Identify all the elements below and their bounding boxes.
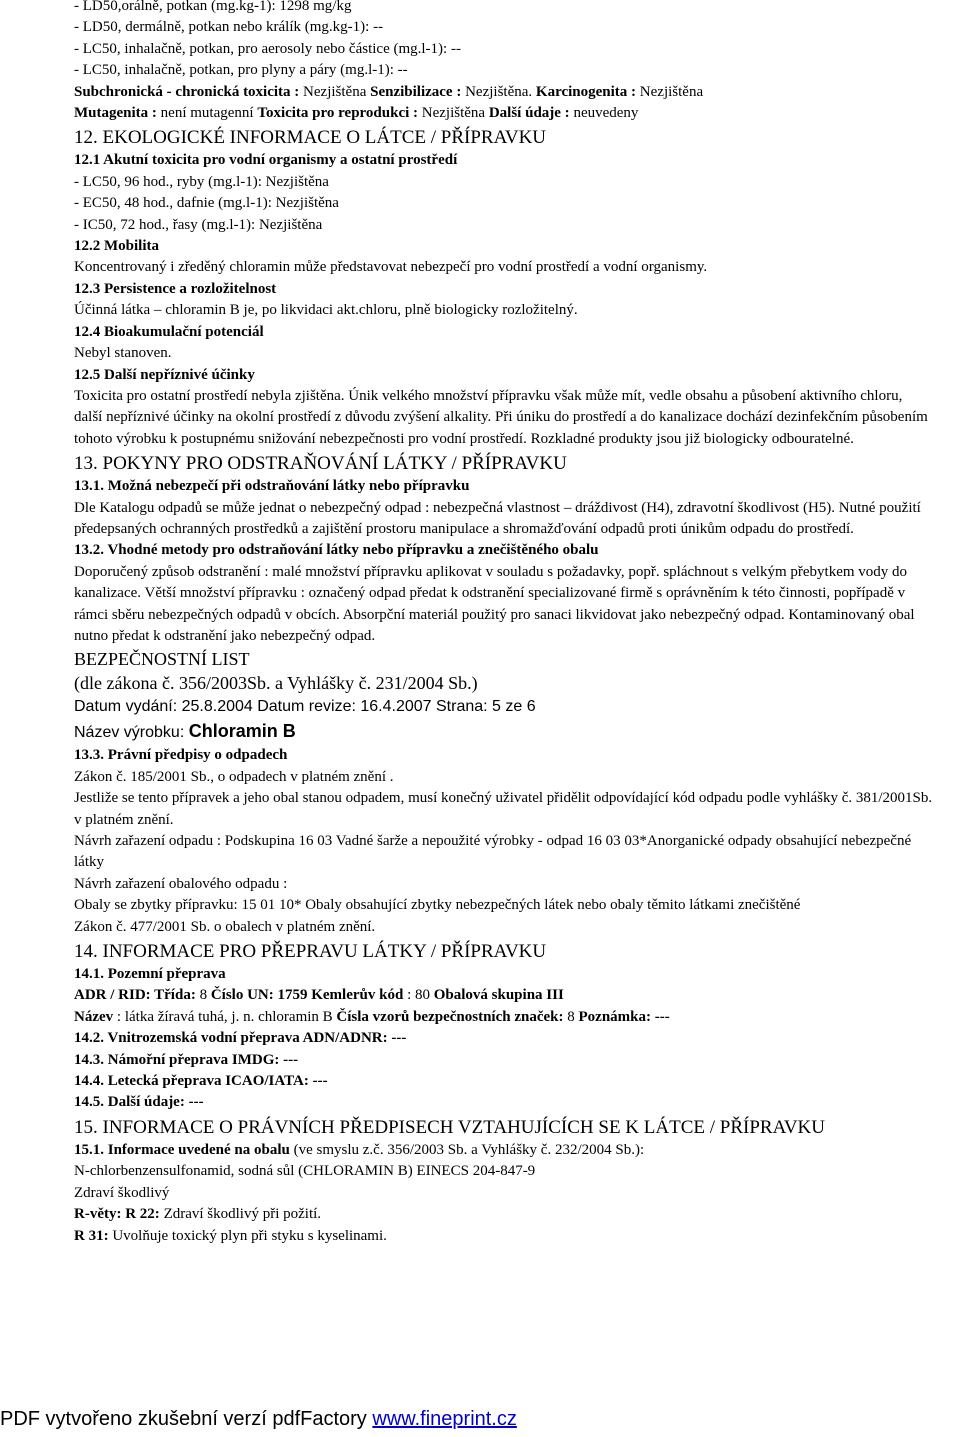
- section-14-5-heading: 14.5. Další údaje: ---: [74, 1094, 204, 1111]
- lc50-fish-line: - LC50, 96 hod., ryby (mg.l-1): Nezjištěna: [74, 173, 329, 190]
- disposal-methods-text: Doporučený způsob odstranění : malé množství přípravku aplikovat v souladu s požadavky, popř. spláchnout s velkým přebytkem vody do kanalizace. Větší množství přípravku : označený odpad předat k odstranění specializované firmě s oprávněním k této činnosti, popřípadě v rámci sběru nebezpečných odpadů v obcích. Absorpční materiál použitý pro sanaci likvidovat jako nebezpečný odpad. Kontaminovaný obal nutno předat k odstranění jako nebezpečný odpad.: [74, 563, 915, 644]
- bioaccumulation-text: Nebyl stanoven.: [74, 345, 172, 362]
- sds-title: BEZPEČNOSTNÍ LIST: [74, 649, 250, 670]
- section-12-4-heading: 12.4 Bioakumulační potenciál: [74, 323, 264, 340]
- sensitization-value: Nezjištěna.: [465, 83, 533, 100]
- r22-label: R-věty: R 22:: [74, 1206, 160, 1223]
- mutagenicity-value: není mutagenní: [160, 105, 254, 122]
- section-13-heading: 13. POKYNY PRO ODSTRAŇOVÁNÍ LÁTKY / PŘÍPRAVKU: [74, 453, 567, 475]
- sds-law-reference: (dle zákona č. 356/2003Sb. a Vyhlášky č. 231/2004 Sb.): [74, 673, 478, 694]
- section-12-1-heading: 12.1 Akutní toxicita pro vodní organismy a ostatní prostředí: [74, 152, 458, 169]
- r31-line: [74, 1226, 934, 1247]
- mutagenicity-label: Mutagenita :: [74, 105, 157, 122]
- waste-law-line: Zákon č. 185/2001 Sb., o odpadech v platném znění .: [74, 768, 394, 785]
- packaging-waste-text: Obaly se zbytky přípravku: 15 01 10* Obaly obsahující zbytky nebezpečných látek nebo obaly těmito látkami znečištěné: [74, 897, 801, 914]
- carcinogenicity-label: Karcinogenita :: [535, 83, 637, 100]
- footer-link[interactable]: www.fineprint.cz: [372, 1408, 517, 1430]
- section-13-2-heading: 13.2. Vhodné metody pro odstraňování látky nebo přípravku a znečištěného obalu: [74, 542, 599, 559]
- product-line: [74, 719, 934, 745]
- section-12-heading: 12. EKOLOGICKÉ INFORMACE O LÁTCE / PŘÍPRAVKU: [74, 127, 547, 149]
- other-data-label: Další údaje :: [488, 105, 570, 122]
- document-page: [74, 0, 934, 1247]
- lc50-aerosol-line: - LC50, inhalačně, potkan, pro aerosoly nebo částice (mg.l-1): --: [74, 40, 461, 57]
- safety-sign-label: Čísla vzorů bezpečnostních značek:: [336, 1008, 564, 1025]
- adr-label: ADR / RID: Třída:: [74, 987, 196, 1004]
- packing-group: Obalová skupina III: [433, 987, 564, 1004]
- section-15-1-heading: 15.1. Informace uvedené na obalu: [74, 1141, 290, 1158]
- transport-note: Poznámka: ---: [578, 1008, 670, 1025]
- toxicity-summary-line: [74, 82, 934, 103]
- r31-value: Uvolňuje toxický plyn při styku s kyselinami.: [112, 1227, 387, 1244]
- waste-code-text: Jestliže se tento přípravek a jeho obal stanou odpadem, musí konečný uživatel přidělit odpovídající kód odpadu podle vyhlášky č. 381/2001Sb. v platném znění.: [74, 790, 933, 828]
- ld50-dermal-line: - LD50, dermálně, potkan nebo králík (mg.kg-1): --: [74, 19, 384, 36]
- adr-line: [74, 985, 934, 1006]
- section-15-1-line: [74, 1140, 934, 1161]
- persistence-text: Účinná látka – chloramin B je, po likvidaci akt.chloru, plně biologicky rozložitelný.: [74, 302, 578, 319]
- kemler-value: : 80: [407, 987, 430, 1004]
- transport-name-line: [74, 1007, 934, 1028]
- section-15-1-reference: (ve smyslu z.č. 356/2003 Sb. a Vyhlášky č. 232/2004 Sb.):: [293, 1141, 645, 1158]
- pdf-footer: [0, 1404, 960, 1434]
- ld50-oral-line: - LD50,orálně, potkan (mg.kg-1): 1298 mg/kg: [74, 0, 352, 14]
- section-13-1-heading: 13.1. Možná nebezpečí při odstraňování látky nebo přípravku: [74, 478, 470, 495]
- section-12-5-heading: 12.5 Další nepříznivé účinky: [74, 366, 255, 383]
- safety-sign-value: 8: [567, 1008, 575, 1025]
- carcinogenicity-value: Nezjištěna: [639, 83, 704, 100]
- reproduction-value: Nezjištěna: [421, 105, 486, 122]
- subchronic-value: Nezjištěna: [303, 83, 367, 100]
- un-label: Číslo UN: 1759 Kemlerův kód: [210, 987, 404, 1004]
- reproduction-label: Toxicita pro reprodukci :: [257, 105, 419, 122]
- adverse-effects-text: Toxicita pro ostatní prostředí nebyla zjištěna. Únik velkého množství přípravku však může mít, vedle obsahu a působení aktivního chloru, další nepříznivé účinky na okolní prostředí z důvodu zvýšení alkality. Při úniku do prostředí a do kanalizace dochází dezinfekčním působením tohoto výrobku k postupnému snižování nebezpečnosti pro vodní prostředí. Rozkladné produkty jsou již biologicky odbouratelné.: [74, 387, 928, 447]
- transport-name-label: Název: [74, 1008, 114, 1025]
- packaging-waste-label: Návrh zařazení obalového odpadu :: [74, 875, 288, 892]
- waste-classification-text: Návrh zařazení odpadu : Podskupina 16 03 Vadné šarže a nepoužité výrobky - odpad 16 03 03*Anorganické odpady obsahující nebezpečné látky: [74, 833, 912, 871]
- lc50-gas-line: - LC50, inhalačně, potkan, pro plyny a páry (mg.l-1): --: [74, 62, 408, 79]
- r31-label: R 31:: [74, 1227, 109, 1244]
- r22-line: [74, 1204, 934, 1225]
- disposal-hazards-text: Dle Katalogu odpadů se může jednat o nebezpečný odpad : nebezpečná vlastnost – dráždivost (H4), zdravotní škodlivost (H5). Nutné použití předepsaných ochranných prostředků a zajištění prostoru manipulace a shromažďování odpadů proti únikům odpadu do prostředí.: [74, 499, 921, 537]
- section-14-heading: 14. INFORMACE PRO PŘEPRAVU LÁTKY / PŘÍPRAVKU: [74, 941, 547, 963]
- section-14-3-heading: 14.3. Námořní přeprava IMDG: ---: [74, 1051, 299, 1068]
- mobility-text: Koncentrovaný i zředěný chloramin může představovat nebezpečí pro vodní prostředí a vodní organismy.: [74, 259, 708, 276]
- product-name: Chloramin B: [188, 721, 296, 742]
- sensitization-label: Senzibilizace :: [370, 83, 462, 100]
- section-14-2-heading: 14.2. Vnitrozemská vodní přeprava ADN/ADNR: ---: [74, 1030, 407, 1047]
- subchronic-label: Subchronická - chronická toxicita :: [74, 83, 300, 100]
- ec50-daphnia-line: - EC50, 48 hod., dafnie (mg.l-1): Nezjištěna: [74, 195, 339, 212]
- section-12-2-heading: 12.2 Mobilita: [74, 238, 159, 255]
- mutagenicity-line: [74, 103, 934, 124]
- packaging-law-line: Zákon č. 477/2001 Sb. o obalech v platném znění.: [74, 918, 376, 935]
- ic50-algae-line: - IC50, 72 hod., řasy (mg.l-1): Nezjištěna: [74, 216, 323, 233]
- section-13-3-heading: 13.3. Právní předpisy o odpadech: [74, 747, 288, 764]
- section-14-4-heading: 14.4. Letecká přeprava ICAO/IATA: ---: [74, 1073, 328, 1090]
- product-label: Název výrobku:: [74, 724, 185, 742]
- section-15-heading: 15. INFORMACE O PRÁVNÍCH PŘEDPISECH VZTAHUJÍCÍCH SE K LÁTCE / PŘÍPRAVKU: [74, 1116, 826, 1138]
- section-14-1-heading: 14.1. Pozemní přeprava: [74, 966, 226, 983]
- hazard-class-line: Zdraví škodlivý: [74, 1184, 170, 1201]
- r22-value: Zdraví škodlivý při požití.: [163, 1206, 322, 1223]
- other-data-value: neuvedeny: [573, 105, 639, 122]
- section-12-3-heading: 12.3 Persistence a rozložitelnost: [74, 280, 277, 297]
- footer-text: PDF vytvořeno zkušební verzí pdfFactory: [0, 1408, 367, 1430]
- substance-line: N-chlorbenzensulfonamid, sodná sůl (CHLORAMIN B) EINECS 204-847-9: [74, 1163, 536, 1180]
- sds-dates: Datum vydání: 25.8.2004 Datum revize: 16.4.2007 Strana: 5 ze 6: [74, 698, 536, 716]
- transport-name-value: : látka žíravá tuhá, j. n. chloramin B: [116, 1008, 333, 1025]
- adr-class: 8: [199, 987, 208, 1004]
